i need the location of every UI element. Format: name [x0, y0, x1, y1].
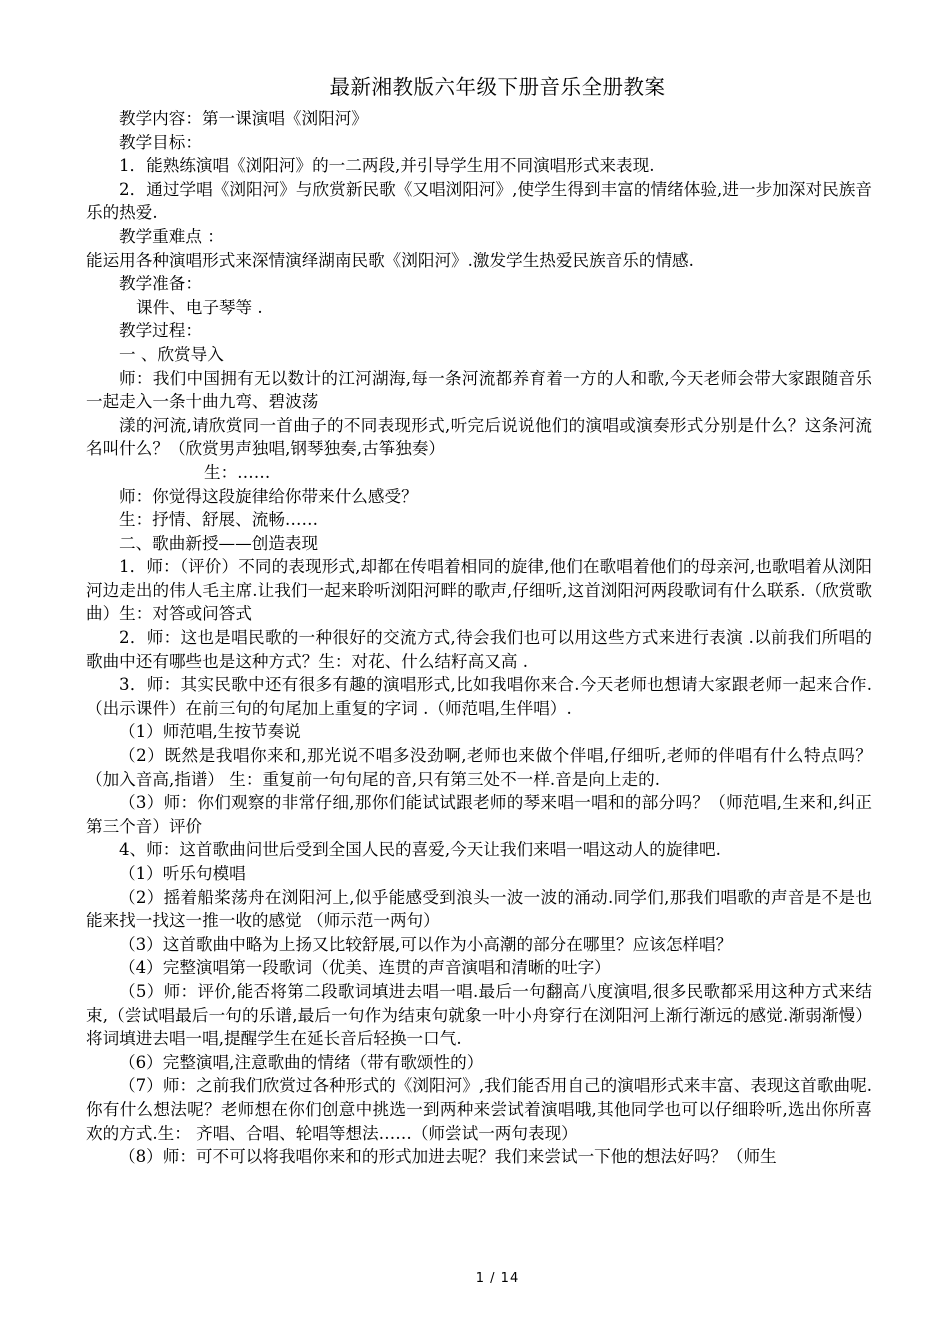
paragraph-0: 教学内容：第一课演唱《浏阳河》	[119, 109, 368, 128]
paragraph-16: 1．师：（评价）不同的表现形式,却都在传唱着相同的旋律,他们在歌唱着他们的母亲河,也歌唱着从浏阳河边走出的伟人毛主席.让我们一起来聆听浏阳河畔的歌声,仔细听,这首浏阳河两段歌词有什么联系.（欣赏歌曲）生：对答或问答式	[86, 557, 872, 624]
paragraph-1: 教学目标：	[119, 132, 202, 152]
paragraph-14: 生：抒情、舒展、流畅……	[119, 510, 319, 530]
paragraph-15: 二、歌曲新授——创造表现	[119, 533, 319, 553]
paragraph-7: 课件、电子琴等 .	[136, 297, 263, 317]
page-number: 1 / 14	[475, 1271, 520, 1286]
paragraph-25: （3）这首歌曲中略为上扬又比较舒展,可以作为小高潮的部分在哪里？应该怎样唱？	[119, 934, 733, 954]
paragraph-29: （7）师：之前我们欣赏过各种形式的《浏阳河》,我们能否用自己的演唱形式来丰富、表现这首歌曲呢.你有什么想法呢？老师想在你们创意中挑选一到两种来尝试着演唱哦,其他同学也可以仔细聆听,选出你所喜欢的方式.生： 齐唱、合唱、轮唱等想法……（师尝试一两句表现）	[86, 1076, 872, 1143]
paragraph-24: （2）摇着船桨荡舟在浏阳河上,似乎能感受到浪头一波一波的涌动.同学们,那我们唱歌的声音是不是也能来找一找这一推一收的感觉 （师示范一两句）	[86, 887, 872, 931]
paragraph-26: （4）完整演唱第一段歌词（优美、连贯的声音演唱和清晰的吐字）	[119, 958, 611, 978]
paragraph-23: （1）听乐句模唱	[119, 864, 246, 883]
paragraph-17: 2．师：这也是唱民歌的一种很好的交流方式,待会我们也可以用这些方式来进行表演 .以前我们所唱的歌曲中还有哪些也是这种方式？生：对花、什么结籽高又高 .	[86, 628, 872, 671]
paragraph-9: 一 、欣赏导入	[119, 344, 224, 364]
paragraph-2: 1．能熟练演唱《浏阳河》的一二两段,并引导学生用不同演唱形式来表现.	[119, 156, 655, 176]
paragraph-3: 2．通过学唱《浏阳河》与欣赏新民歌《又唱浏阳河》,使学生得到丰富的情绪体验,进一步加深对民族音乐的热爱.	[86, 179, 872, 223]
paragraph-12: 生：……	[204, 462, 271, 482]
paragraph-13: 师：你觉得这段旋律给你带来什么感受？	[119, 486, 418, 506]
paragraph-8: 教学过程：	[119, 321, 202, 341]
paragraph-4: 教学重难点 ：	[119, 226, 224, 246]
paragraph-28: （6）完整演唱,注意歌曲的情绪（带有歌颂性的）	[119, 1052, 484, 1072]
paragraph-20: （2）既然是我唱你来和,那光说不唱多没劲啊,老师也来做个伴唱,仔细听,老师的伴唱有什么特点吗？（加入音高,指谱） 生：重复前一句句尾的音,只有第三处不一样.音是向上走的.	[86, 746, 872, 789]
paragraph-22: 4、师：这首歌曲问世后受到全国人民的喜爱,今天让我们来唱一唱这动人的旋律吧.	[119, 840, 721, 860]
paragraph-21: （3）师：你们观察的非常仔细,那你们能试试跟老师的琴来唱一唱和的部分吗？（师范唱,生来和,纠正第三个音）评价	[86, 793, 872, 836]
paragraph-19: （1）师范唱,生按节奏说	[119, 722, 301, 742]
paragraph-18: 3．师：其实民歌中还有很多有趣的演唱形式,比如我唱你来合.今天老师也想请大家跟老师一起来合作.（出示课件）在前三句的句尾加上重复的字词 .（师范唱,生伴唱）.	[86, 675, 872, 718]
paragraph-30: （8）师：可不可以将我唱你来和的形式加进去呢？我们来尝试一下他的想法好吗？（师生	[119, 1147, 777, 1167]
paragraph-11: 漾的河流,请欣赏同一首曲子的不同表现形式,听完后说说他们的演唱或演奏形式分别是什么？这条河流名叫什么？（欣赏男声独唱,钢琴独奏,古筝独奏）	[86, 415, 872, 459]
paragraph-5: 能运用各种演唱形式来深情演绎湖南民歌《浏阳河》.激发学生热爱民族音乐的情感.	[86, 250, 694, 270]
paragraph-27: （5）师：评价,能否将第二段歌词填进去唱一唱.最后一句翻高八度演唱,很多民歌都采用这种方式来结束,（尝试唱最后一句的乐谱,最后一句作为结束句就象一叶小舟穿行在浏阳河上渐行渐远的感觉.渐弱渐慢）将词填进去唱一唱,提醒学生在延长音后轻换一口气.	[86, 981, 872, 1049]
paragraph-6: 教学准备：	[119, 274, 202, 294]
paragraph-10: 师：我们中国拥有无以数计的江河湖海,每一条河流都养育着一方的人和歌,今天老师会带大家跟随音乐一起走入一条十曲九弯、碧波荡	[86, 368, 872, 412]
document-body	[86, 107, 872, 1169]
document-title: 最新湘教版六年级下册音乐全册教案	[329, 75, 666, 99]
